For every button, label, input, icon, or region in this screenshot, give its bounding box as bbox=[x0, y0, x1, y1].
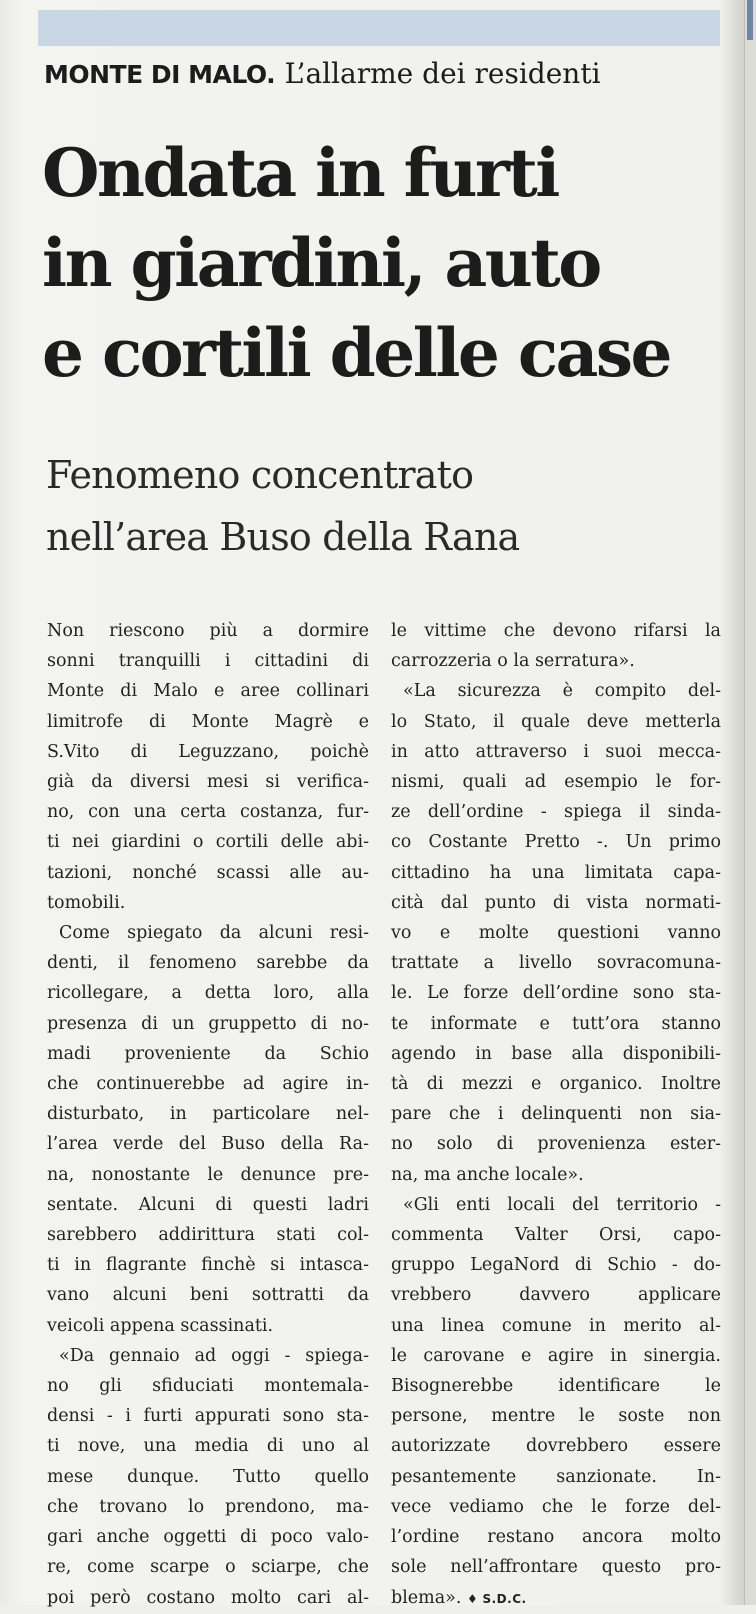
page-edge-strip bbox=[744, 0, 756, 1605]
article-column-right bbox=[391, 616, 721, 1614]
article-line: densi - i furti appurati sono sta- bbox=[47, 1406, 369, 1427]
article-line: vrebbero davvero applicare bbox=[391, 1285, 721, 1306]
article-line: le carovane e agire in sinergia. bbox=[391, 1345, 721, 1366]
article-line: tà di mezzi e organico. Inoltre bbox=[391, 1074, 721, 1095]
article-line: le. Le forze dell’ordine sono sta- bbox=[391, 983, 721, 1004]
article-column-left bbox=[47, 616, 369, 1613]
article-line: una linea comune in merito al- bbox=[391, 1315, 721, 1336]
article-line: sentate. Alcuni di questi ladri bbox=[47, 1194, 369, 1215]
article-line: co Costante Pretto -. Un primo bbox=[391, 832, 721, 853]
article-line: cità dal punto di vista normati- bbox=[391, 892, 721, 913]
article-line: presenza di un gruppetto di no- bbox=[47, 1013, 369, 1034]
article-line: na, ma anche locale». bbox=[391, 1164, 584, 1185]
kicker bbox=[44, 56, 704, 92]
article-line: che continuerebbe ad agire in- bbox=[47, 1074, 369, 1095]
article-line: agendo in base alla disponibili- bbox=[391, 1043, 721, 1064]
article-line: carrozzeria o la serratura». bbox=[391, 651, 635, 672]
subheadline-line: Fenomeno concentrato bbox=[46, 453, 474, 497]
article-line: le vittime che devono rifarsi la bbox=[391, 621, 721, 641]
article-line: trattate a livello sovracomuna- bbox=[391, 953, 721, 974]
article-line: no solo di provenienza ester- bbox=[391, 1134, 721, 1155]
article-line: Non riescono più a dormire bbox=[47, 621, 369, 641]
headline-line: in giardini, auto bbox=[42, 224, 600, 302]
article-line: na, nonostante le denunce pre- bbox=[47, 1164, 369, 1185]
article-line: ti nove, una media di uno al bbox=[47, 1436, 369, 1457]
article-line: che trovano lo prendono, ma- bbox=[47, 1496, 369, 1517]
article-line: disturbato, in particolare nel- bbox=[47, 1104, 369, 1125]
article-line: denti, il fenomeno sarebbe da bbox=[47, 953, 369, 974]
article-line: vo e molte questioni vanno bbox=[391, 923, 721, 944]
byline-diamond-icon: ♦ bbox=[467, 1591, 478, 1606]
author-initials: S.D.C. bbox=[477, 1591, 527, 1606]
article-line: ricollegare, a detta loro, alla bbox=[47, 983, 369, 1004]
article-line: no, con una certa costanza, fur- bbox=[47, 802, 369, 823]
article-line: madi proveniente da Schio bbox=[47, 1043, 369, 1064]
article-line: ti in flagrante finchè si intasca- bbox=[47, 1255, 369, 1276]
article-line: «La sicurezza è compito del- bbox=[403, 681, 721, 702]
article-line: S.Vito di Leguzzano, poichè bbox=[47, 741, 369, 762]
article-line: l’ordine restano ancora molto bbox=[391, 1527, 721, 1548]
article-line: gari anche oggetti di poco valo- bbox=[47, 1527, 369, 1548]
article-line: lo Stato, il quale deve metterla bbox=[391, 711, 721, 732]
subheadline-line: nell’area Buso della Rana bbox=[46, 515, 520, 559]
article-line: tazioni, nonché scassi alle au- bbox=[47, 862, 369, 883]
article-line: persone, mentre le soste non bbox=[391, 1406, 721, 1427]
article-line: autorizzate dovrebbero essere bbox=[391, 1436, 721, 1457]
article-line: Monte di Malo e aree collinari bbox=[47, 681, 369, 702]
subheadline bbox=[46, 444, 726, 568]
article-line: vano alcuni beni sottratti da bbox=[47, 1285, 369, 1306]
kicker-location: MONTE DI MALO. bbox=[44, 60, 276, 89]
article-line: poi però costano molto cari al- bbox=[47, 1587, 369, 1608]
article-line: vece vediamo che le forze del- bbox=[391, 1496, 721, 1517]
article-line: in atto attraverso i suoi mecca- bbox=[391, 741, 721, 762]
article-line: sarebbero addirittura stati col- bbox=[47, 1225, 369, 1246]
article-line: no gli sfiduciati montemala- bbox=[47, 1376, 369, 1397]
article-line: commenta Valter Orsi, capo- bbox=[391, 1225, 721, 1246]
article-line: sonni tranquilli i cittadini di bbox=[47, 651, 369, 672]
article-line: gruppo LegaNord di Schio - do- bbox=[391, 1255, 721, 1276]
article-line: limitrofe di Monte Magrè e bbox=[47, 711, 369, 732]
article-line: «Gli enti locali del territorio - bbox=[403, 1194, 721, 1215]
article-line: ti nei giardini o cortili delle abi- bbox=[47, 832, 369, 853]
headline-line: Ondata in furti bbox=[42, 134, 558, 212]
article-line: pare che i delinquenti non sia- bbox=[391, 1104, 721, 1125]
headline bbox=[42, 128, 722, 398]
headline-line: e cortili delle case bbox=[42, 314, 670, 392]
article-line: ze dell’ordine - spiega il sinda- bbox=[391, 802, 721, 823]
article-line: Come spiegato da alcuni resi- bbox=[59, 923, 369, 944]
article-line: «Da gennaio ad oggi - spiega- bbox=[59, 1345, 369, 1366]
article-line: te informate e tutt’ora stanno bbox=[391, 1013, 721, 1034]
article-line: re, come scarpe o sciarpe, che bbox=[47, 1557, 369, 1578]
article-line: nismi, quali ad esempio le for- bbox=[391, 772, 721, 793]
adjacent-article-fragment bbox=[747, 0, 753, 40]
article-line: Bisognerebbe identificare le bbox=[391, 1376, 721, 1397]
article-line: blema». ♦ S.D.C. bbox=[391, 1587, 527, 1608]
article-line: pesantemente sanzionate. In- bbox=[391, 1466, 721, 1487]
article-line: l’area verde del Buso della Ra- bbox=[47, 1134, 369, 1155]
article-line: veicoli appena scassinati. bbox=[47, 1315, 274, 1336]
article-line: tomobili. bbox=[47, 892, 126, 913]
article-line: già da diversi mesi si verifica- bbox=[47, 772, 369, 793]
article-line: mese dunque. Tutto quello bbox=[47, 1466, 369, 1487]
section-color-bar bbox=[38, 10, 720, 46]
article-line: sole nell’affrontare questo pro- bbox=[391, 1557, 721, 1578]
kicker-text: L’allarme dei residenti bbox=[284, 57, 601, 90]
article-line: cittadino ha una limitata capa- bbox=[391, 862, 721, 883]
